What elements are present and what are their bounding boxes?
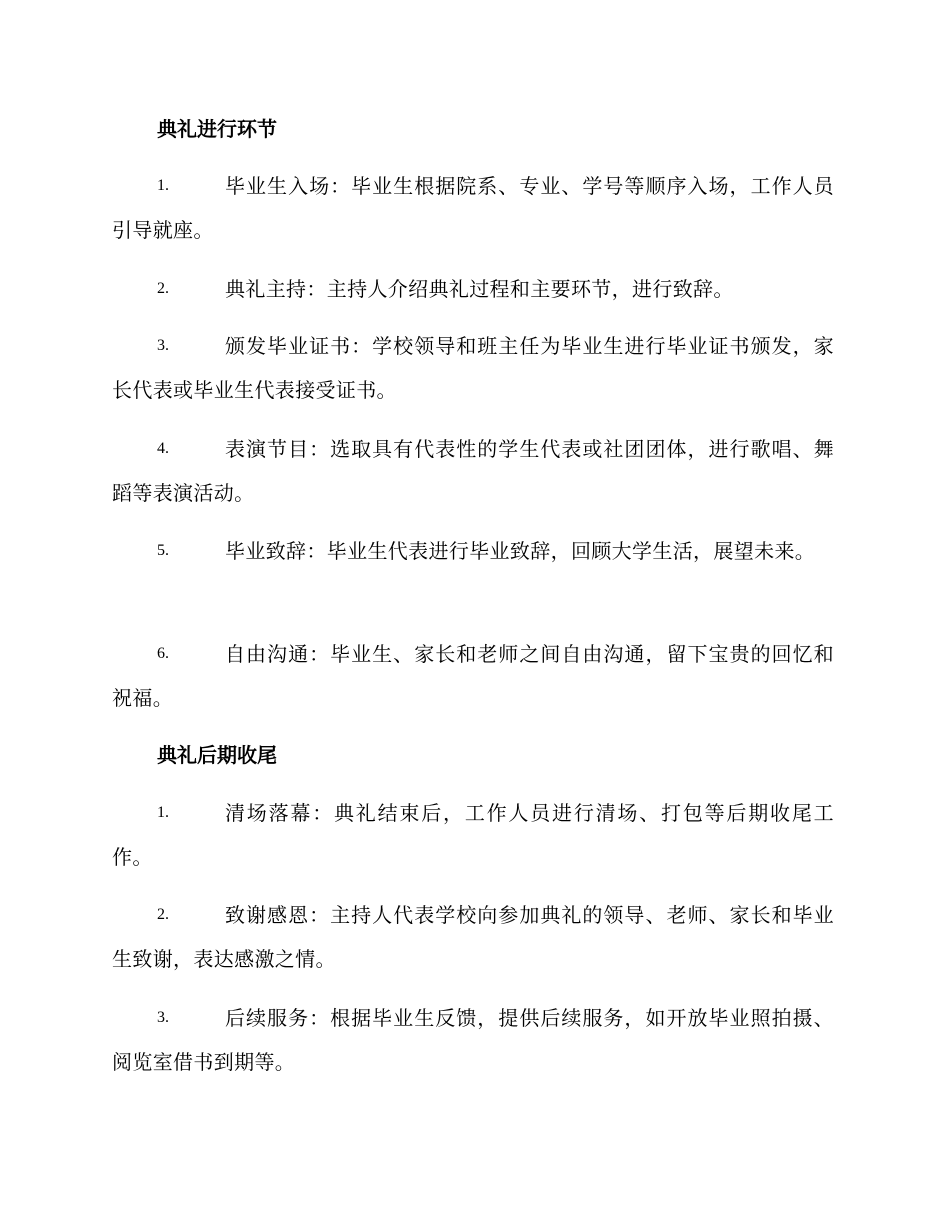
list-item-text: 毕业生入场：毕业生根据院系、专业、学号等顺序入场，工作人员引导就座。: [112, 174, 834, 242]
list-item-text: 自由沟通：毕业生、家长和老师之间自由沟通，留下宝贵的回忆和祝福。: [112, 642, 834, 710]
list-item-text: 典礼主持：主持人介绍典礼过程和主要环节，进行致辞。: [225, 277, 734, 301]
list-item-number: 3.: [157, 1009, 169, 1026]
list-item: [112, 632, 834, 720]
list-item: [112, 164, 834, 252]
list-item-text: 致谢感恩：主持人代表学校向参加典礼的领导、老师、家长和毕业生致谢，表达感激之情。: [112, 903, 834, 971]
list-item-number: 2.: [157, 280, 169, 297]
list-item-text: 后续服务：根据毕业生反馈，提供后续服务，如开放毕业照拍摄、阅览室借书到期等。: [112, 1006, 834, 1074]
list-item-number: 2.: [157, 906, 169, 923]
list-item: [112, 529, 834, 573]
section-heading: 典礼后期收尾: [157, 743, 277, 767]
list-item-number: 4.: [157, 440, 169, 457]
list-item: [112, 996, 834, 1084]
list-item: [112, 427, 834, 515]
list-item-number: 1.: [157, 177, 169, 194]
list-item-number: 3.: [157, 337, 169, 354]
list-item: [112, 791, 834, 879]
list-item: [112, 267, 834, 311]
list-item-text: 清场落幕：典礼结束后，工作人员进行清场、打包等后期收尾工作。: [112, 801, 834, 869]
list-item-text: 颁发毕业证书：学校领导和班主任为毕业生进行毕业证书颁发，家长代表或毕业生代表接受证书。: [112, 334, 834, 402]
list-item-text: 毕业致辞：毕业生代表进行毕业致辞，回顾大学生活，展望未来。: [225, 539, 816, 563]
section-heading: 典礼进行环节: [157, 117, 277, 141]
list-item-number: 6.: [157, 645, 169, 662]
list-item-number: 5.: [157, 542, 169, 559]
list-item-number: 1.: [157, 804, 169, 821]
list-item-text: 表演节目：选取具有代表性的学生代表或社团团体，进行歌唱、舞蹈等表演活动。: [112, 437, 834, 505]
list-item: [112, 893, 834, 981]
list-item: [112, 324, 834, 412]
